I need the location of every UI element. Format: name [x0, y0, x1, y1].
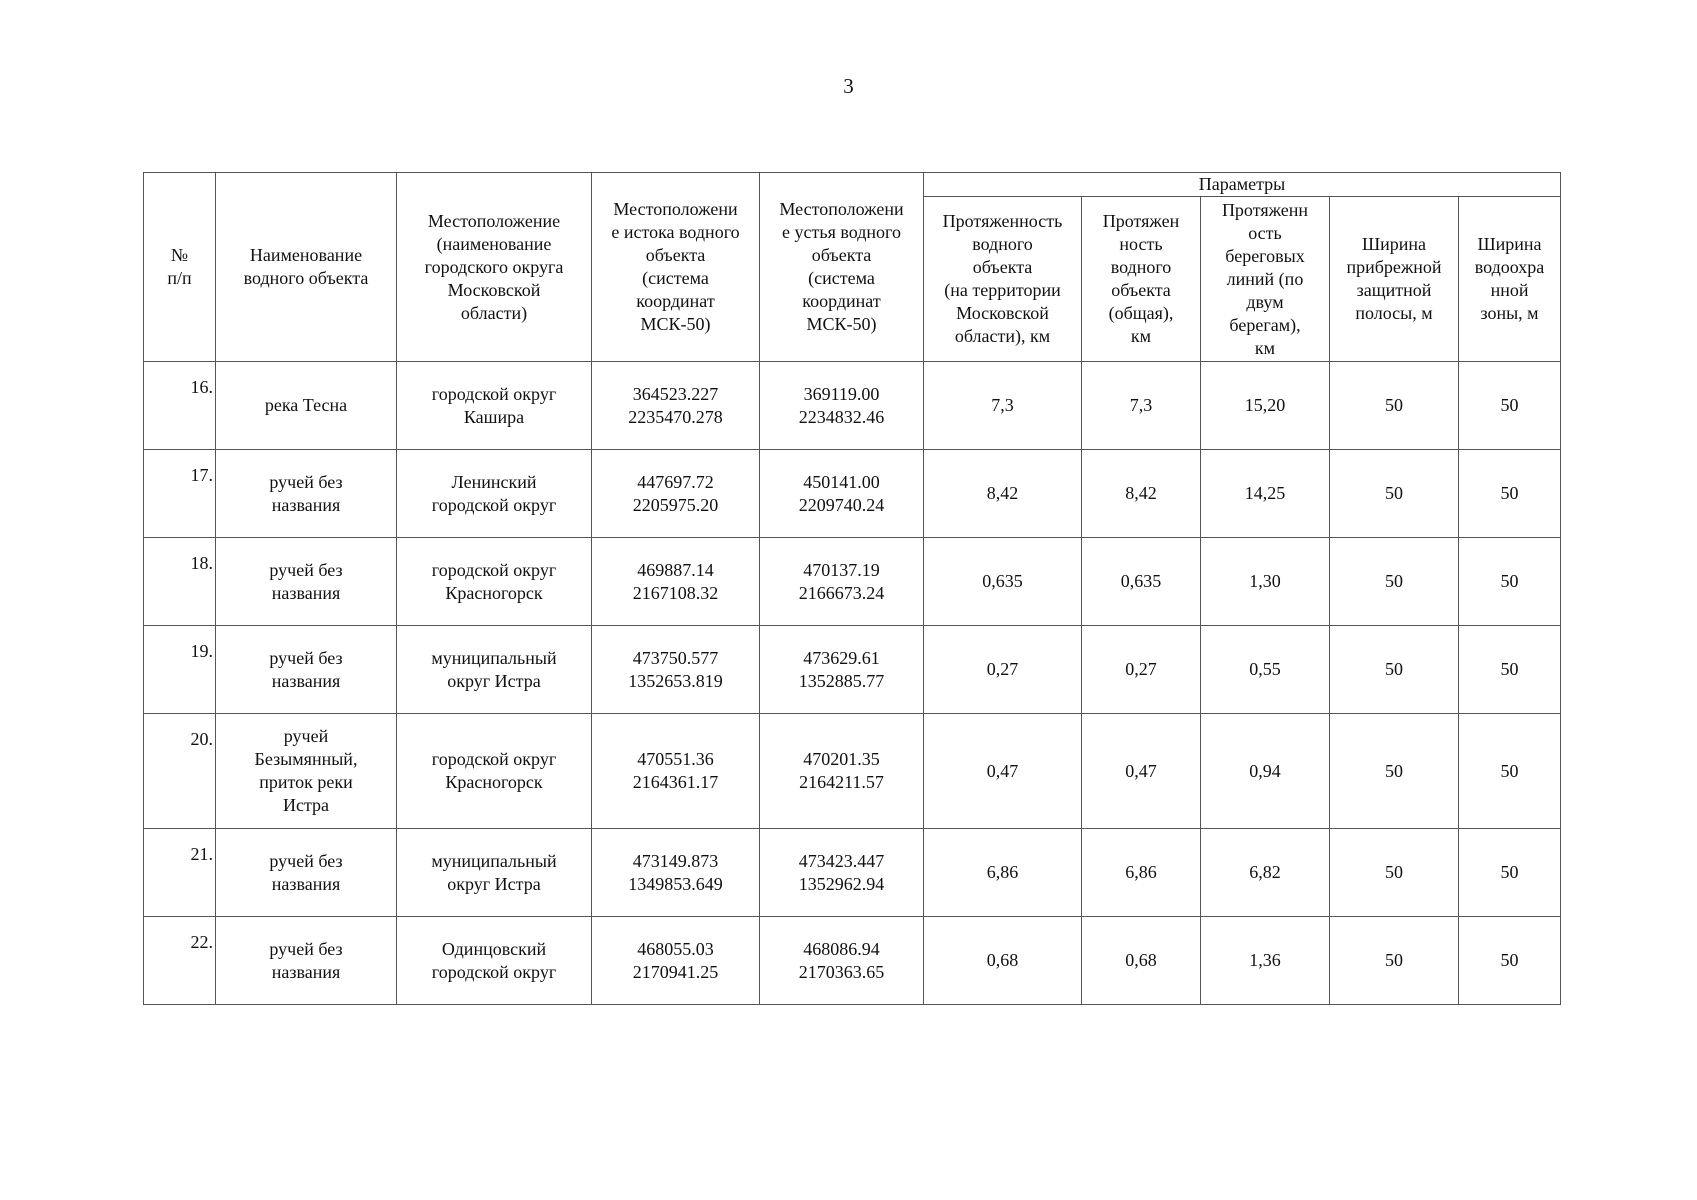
location-cell: Одинцовский городской округ: [397, 917, 592, 1005]
length-region-cell: 0,27: [924, 626, 1082, 714]
header-length-region: Протяженность водного объекта (на территории Московской области), км: [924, 197, 1082, 362]
coastal-strip-cell: 50: [1330, 450, 1459, 538]
water-object-name: ручей без названия: [216, 917, 397, 1005]
length-total-cell: 6,86: [1082, 829, 1201, 917]
water-zone-cell: 50: [1459, 917, 1561, 1005]
water-object-name: ручей без названия: [216, 450, 397, 538]
source-coords: 447697.72 2205975.20: [592, 450, 760, 538]
location-cell: Ленинский городской округ: [397, 450, 592, 538]
shoreline-cell: 15,20: [1201, 362, 1330, 450]
length-region-cell: 6,86: [924, 829, 1082, 917]
water-zone-cell: 50: [1459, 362, 1561, 450]
shoreline-cell: 1,30: [1201, 538, 1330, 626]
source-coords: 468055.03 2170941.25: [592, 917, 760, 1005]
shoreline-cell: 6,82: [1201, 829, 1330, 917]
header-num: № п/п: [144, 173, 216, 362]
row-number: 18.: [144, 538, 216, 626]
length-region-cell: 0,635: [924, 538, 1082, 626]
shoreline-cell: 1,36: [1201, 917, 1330, 1005]
header-water-zone: Ширина водоохра нной зоны, м: [1459, 197, 1561, 362]
water-object-name: ручей без названия: [216, 829, 397, 917]
header-shoreline: Протяженн ость береговых линий (по двум берегам), км: [1201, 197, 1330, 362]
row-number: 16.: [144, 362, 216, 450]
source-coords: 470551.36 2164361.17: [592, 714, 760, 829]
source-coords: 469887.14 2167108.32: [592, 538, 760, 626]
coastal-strip-cell: 50: [1330, 917, 1459, 1005]
header-coastal-strip: Ширина прибрежной защитной полосы, м: [1330, 197, 1459, 362]
table-row: [144, 917, 1561, 1005]
water-zone-cell: 50: [1459, 450, 1561, 538]
shoreline-cell: 14,25: [1201, 450, 1330, 538]
table-row: [144, 714, 1561, 829]
table-row: [144, 538, 1561, 626]
water-object-name: ручей без названия: [216, 538, 397, 626]
water-zone-cell: 50: [1459, 626, 1561, 714]
header-mouth: Местоположени е устья водного объекта (система координат МСК-50): [760, 173, 924, 362]
row-number: 20.: [144, 714, 216, 829]
mouth-coords: 470137.19 2166673.24: [760, 538, 924, 626]
length-total-cell: 8,42: [1082, 450, 1201, 538]
table-row: [144, 450, 1561, 538]
water-zone-cell: 50: [1459, 538, 1561, 626]
mouth-coords: 450141.00 2209740.24: [760, 450, 924, 538]
header-parameters: Параметры: [924, 173, 1561, 197]
mouth-coords: 473629.61 1352885.77: [760, 626, 924, 714]
row-number: 22.: [144, 917, 216, 1005]
header-location: Местоположение (наименование городского округа Московской области): [397, 173, 592, 362]
length-region-cell: 7,3: [924, 362, 1082, 450]
shoreline-cell: 0,55: [1201, 626, 1330, 714]
water-object-name: ручей без названия: [216, 626, 397, 714]
coastal-strip-cell: 50: [1330, 714, 1459, 829]
coastal-strip-cell: 50: [1330, 829, 1459, 917]
table-row: [144, 362, 1561, 450]
table-row: [144, 626, 1561, 714]
water-zone-cell: 50: [1459, 829, 1561, 917]
source-coords: 473149.873 1349853.649: [592, 829, 760, 917]
length-total-cell: 0,68: [1082, 917, 1201, 1005]
length-total-cell: 0,635: [1082, 538, 1201, 626]
mouth-coords: 468086.94 2170363.65: [760, 917, 924, 1005]
length-region-cell: 0,68: [924, 917, 1082, 1005]
coastal-strip-cell: 50: [1330, 626, 1459, 714]
row-number: 17.: [144, 450, 216, 538]
header-name: Наименование водного объекта: [216, 173, 397, 362]
length-total-cell: 7,3: [1082, 362, 1201, 450]
shoreline-cell: 0,94: [1201, 714, 1330, 829]
header-source: Местоположени е истока водного объекта (система координат МСК-50): [592, 173, 760, 362]
page-number: 3: [843, 74, 854, 98]
water-object-name: река Тесна: [216, 362, 397, 450]
length-total-cell: 0,27: [1082, 626, 1201, 714]
source-coords: 364523.227 2235470.278: [592, 362, 760, 450]
water-objects-table: [143, 172, 1561, 1005]
location-cell: городской округ Красногорск: [397, 714, 592, 829]
length-region-cell: 8,42: [924, 450, 1082, 538]
location-cell: муниципальный округ Истра: [397, 829, 592, 917]
location-cell: городской округ Кашира: [397, 362, 592, 450]
coastal-strip-cell: 50: [1330, 538, 1459, 626]
mouth-coords: 470201.35 2164211.57: [760, 714, 924, 829]
length-total-cell: 0,47: [1082, 714, 1201, 829]
mouth-coords: 369119.00 2234832.46: [760, 362, 924, 450]
length-region-cell: 0,47: [924, 714, 1082, 829]
water-zone-cell: 50: [1459, 714, 1561, 829]
water-object-name: ручей Безымянный, приток реки Истра: [216, 714, 397, 829]
table-row: [144, 829, 1561, 917]
header-length-total: Протяжен ность водного объекта (общая), км: [1082, 197, 1201, 362]
row-number: 19.: [144, 626, 216, 714]
row-number: 21.: [144, 829, 216, 917]
coastal-strip-cell: 50: [1330, 362, 1459, 450]
location-cell: муниципальный округ Истра: [397, 626, 592, 714]
mouth-coords: 473423.447 1352962.94: [760, 829, 924, 917]
location-cell: городской округ Красногорск: [397, 538, 592, 626]
source-coords: 473750.577 1352653.819: [592, 626, 760, 714]
